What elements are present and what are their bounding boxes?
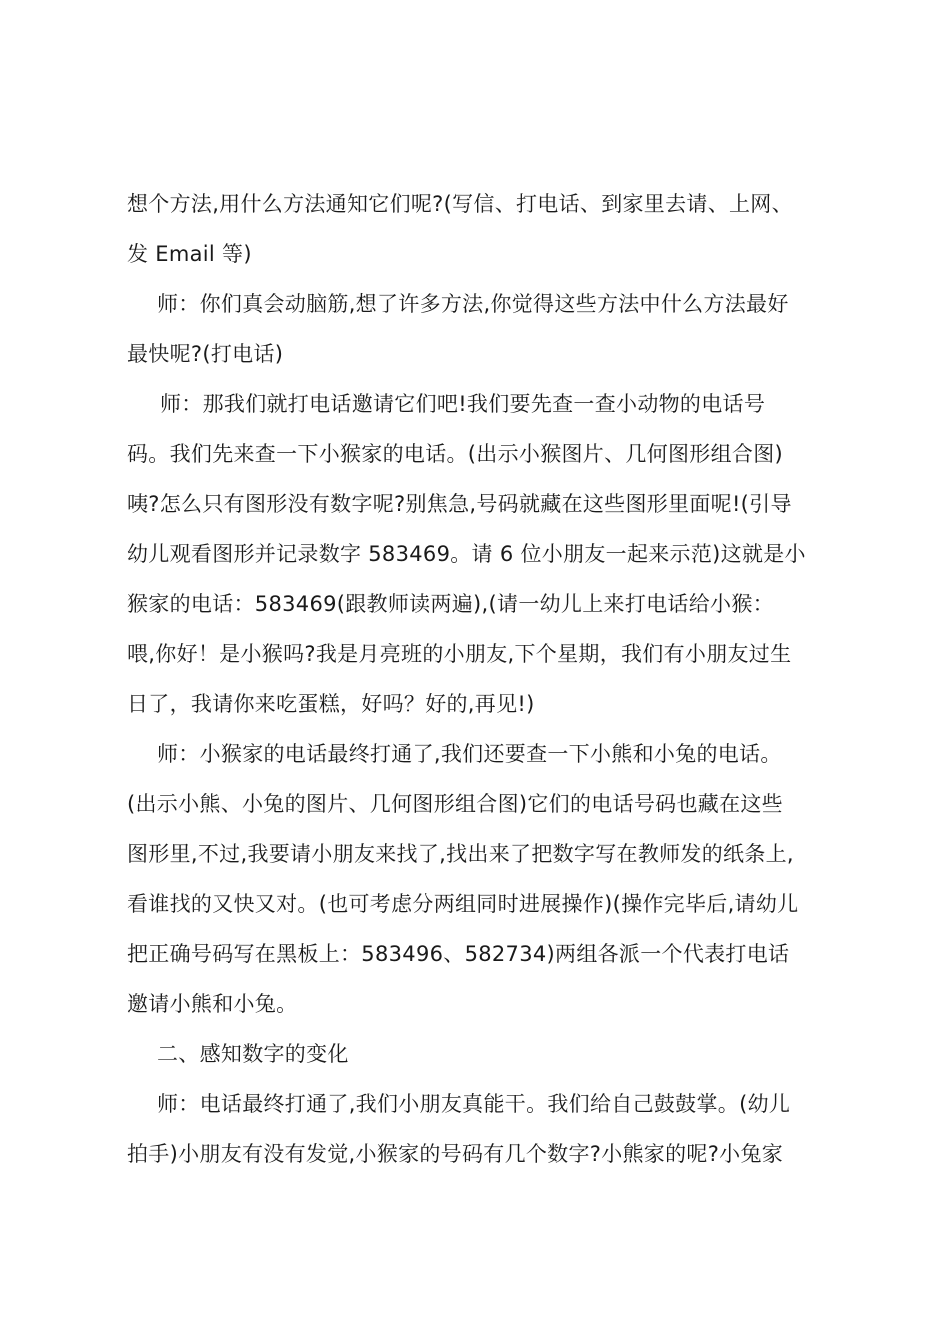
text-line: 喂,你好！是小猴吗?我是月亮班的小朋友,下个星期，我们有小朋友过生 <box>127 642 792 666</box>
paragraph-start-line: 师：小猴家的电话最终打通了,我们还要查一下小熊和小兔的电话。 <box>157 742 782 766</box>
text-line: 发 Email 等) <box>127 242 252 266</box>
text-line: 最快呢?(打电话) <box>127 342 284 366</box>
text-line: 咦?怎么只有图形没有数字呢?别焦急,号码就藏在这些图形里面呢!(引导 <box>127 492 792 516</box>
text-line: 幼儿观看图形并记录数字 583469。请 6 位小朋友一起来示范)这就是小 <box>127 542 806 566</box>
text-line: 码。我们先来查一下小猴家的电话。(出示小猴图片、几何图形组合图) <box>127 442 783 466</box>
text-line: 猴家的电话：583469(跟教师读两遍),(请一幼儿上来打电话给小猴： <box>127 592 774 616</box>
text-line: 日了，我请你来吃蛋糕，好吗？好的,再见!) <box>127 692 535 716</box>
paragraph-start-line: 师：那我们就打电话邀请它们吧!我们要先查一查小动物的电话号 <box>160 392 766 416</box>
section-heading: 二、感知数字的变化 <box>157 1042 349 1066</box>
text-line: 想个方法,用什么方法通知它们呢?(写信、打电话、到家里去请、上网、 <box>127 192 793 216</box>
text-line: 看谁找的又快又对。(也可考虑分两组同时进展操作)(操作完毕后,请幼儿 <box>127 892 799 916</box>
paragraph-start-line: 师：你们真会动脑筋,想了许多方法,你觉得这些方法中什么方法最好 <box>157 292 789 316</box>
text-line: 图形里,不过,我要请小朋友来找了,找出来了把数字写在教师发的纸条上, <box>127 842 794 866</box>
text-line: 邀请小熊和小兔。 <box>127 992 298 1016</box>
paragraph-start-line: 师：电话最终打通了,我们小朋友真能干。我们给自己鼓鼓掌。(幼儿 <box>157 1092 791 1116</box>
text-line: (出示小熊、小兔的图片、几何图形组合图)它们的电话号码也藏在这些 <box>127 792 783 816</box>
text-line: 把正确号码写在黑板上：583496、582734)两组各派一个代表打电话 <box>127 942 790 966</box>
text-line: 拍手)小朋友有没有发觉,小猴家的号码有几个数字?小熊家的呢?小兔家 <box>127 1142 784 1166</box>
